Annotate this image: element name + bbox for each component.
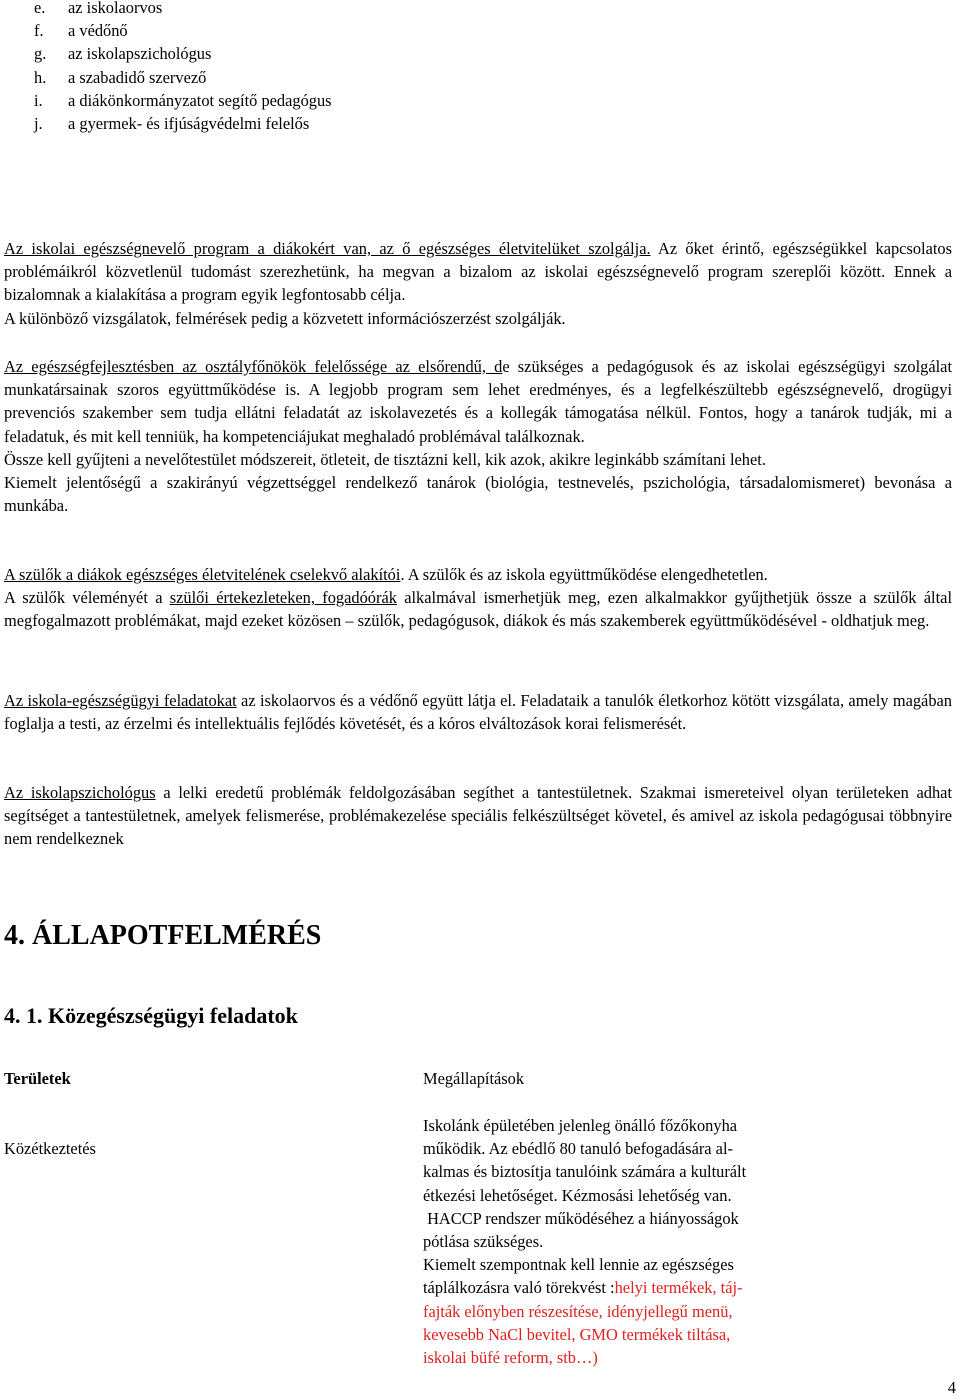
list-marker: e.	[34, 0, 46, 17]
findings-text: táplálkozásra való törekvést :	[423, 1278, 615, 1298]
subsection-heading: 4. 1. Közegészségügyi feladatok	[4, 1003, 298, 1028]
list-item-text: az iskolaorvos	[68, 0, 163, 17]
underlined-phrase: Az egészségfejlesztésben az osztályfőnökök felelőssége az elsőrendű, d	[4, 357, 503, 376]
findings-line: Kiemelt szempontnak kell lennie az egészséges	[423, 1255, 734, 1275]
paragraph-text: . A szülők és az iskola együttműködése elengedhetetlen.	[400, 565, 768, 584]
list-marker: f.	[34, 21, 44, 41]
list-item-text: a védőnő	[68, 21, 128, 41]
paragraph-text: Az őket érintő, egészségükkel kapcsolatos problémáikról közvetlenül tudomást szerezhetünk, ha megvan a bizalom az iskolai egészségnevelő program szereplői között. Ennek a bizalomnak a kialakítása a program egyik legfontosabb célja.	[4, 239, 952, 305]
table-row-label: Közétkeztetés	[4, 1139, 96, 1158]
list-item-text: az iskolapszichológus	[68, 44, 212, 64]
findings-line: Iskolánk épületében jelenleg önálló főzőkonyha	[423, 1116, 738, 1135]
highlighted-line: iskolai büfé reform, stb…)	[423, 1347, 598, 1367]
paragraph-health-program	[4, 237, 952, 330]
paragraph-health-development	[4, 355, 952, 517]
paragraph-text: a lelki eredetű problémák feldolgozásában segíthet a tantestületnek. Szakmai ismereteivel olyan területeken adhat segítséget a tantestületnek, amelyek felismerése, problémakezelése speciális felkészültséget követel, és amivel az iskola pedagógusai többnyire nem rendelkeznek	[4, 783, 952, 849]
paragraph-parents	[4, 563, 952, 633]
paragraph-psychologist	[4, 781, 952, 851]
paragraph-text: A szülők véleményét a	[4, 588, 170, 608]
list-item-text: a diákönkormányzatot segítő pedagógus	[68, 90, 332, 110]
underlined-phrase: szülői értekezleteken, fogadóórák	[169, 588, 397, 608]
paragraph-text: Kiemelt jelentőségű a szakirányú végzettséggel rendelkező tanárok (biológia, testnevelés, pszichológia, társadalomismeret) bevonása a munkába.	[4, 473, 952, 516]
list-marker: g.	[34, 44, 47, 64]
table-header-findings: Megállapítások	[423, 1069, 525, 1088]
findings-line-mixed	[423, 1276, 828, 1299]
highlighted-line: fajták előnyben részesítése, idényjellegű menü,	[423, 1301, 733, 1321]
section-heading: 4. ÁLLAPOTFELMÉRÉS	[4, 920, 322, 951]
findings-line: kalmas és biztosítja tanulóink számára a kulturált	[423, 1162, 747, 1182]
paragraph-text: alkalmával ismerhetjük meg, ezen alkalmakkor gyűjthetjük össze a szülők által megfogalmazott problémákat, majd ezeket közösen – szülők, pedagógusok, diákok és más szakemberek együttműködésével - oldhatjuk meg.	[4, 588, 952, 631]
list-marker: h.	[34, 67, 47, 87]
list-item-text: a gyermek- és ifjúságvédelmi felelős	[68, 113, 310, 133]
highlighted-text: helyi termékek, táj-	[614, 1278, 743, 1298]
paragraph-text: A különböző vizsgálatok, felmérések pedig a közvetett információszerzést szolgálják.	[4, 308, 566, 328]
findings-line: étkezési lehetőséget. Kézmosási lehetőség van.	[423, 1185, 732, 1205]
list-item-text: a szabadidő szervező	[68, 67, 207, 87]
paragraph-text: az iskolaorvos és a védőnő együtt látja el. Feladataik a tanulók életkorhoz kötött vizsgálata, amely magában foglalja a testi, az érzelmi és intellektuális fejlődés követését, és a kóros elváltozások korai felismerését.	[4, 691, 952, 734]
page-number: 4	[947, 1378, 956, 1397]
findings-line: működik. Az ebédlő 80 tanuló befogadására al-	[423, 1139, 733, 1159]
underlined-phrase: Az iskola-egészségügyi feladatokat	[4, 691, 237, 710]
highlighted-line: kevesebb NaCl bevitel, GMO termékek tiltása,	[423, 1324, 731, 1344]
findings-line: HACCP rendszer működéséhez a hiányosságok	[423, 1208, 739, 1228]
findings-line: pótlása szükséges.	[423, 1231, 544, 1251]
underlined-phrase: A szülők a diákok egészséges életvitelének cselekvő alakítói	[4, 565, 401, 584]
paragraph-school-health	[4, 689, 952, 735]
list-marker: i.	[34, 90, 43, 110]
paragraph-text: e szükséges a pedagógusok és az iskolai egészségügyi szolgálat munkatársainak szoros együttműködése is. A legjobb program sem lehet eredményes, és a legfelkészültebb egészségnevelő, drogügyi prevenciós szakember sem tudja ellátni feladatát az iskolavezetés és a kollegák támogatása nélkül. Fontos, hogy a tanárok tudják, mi a feladatuk, és mit kell tenniük, ha kompetenciájukat meghaladó problémával találkoznak.	[4, 357, 952, 446]
table-row-findings	[423, 1114, 828, 1369]
underlined-phrase: Az iskolapszichológus	[4, 783, 156, 802]
table-header-areas: Területek	[4, 1069, 71, 1088]
underlined-phrase: Az iskolai egészségnevelő program a diákokért van, az ő egészséges életvitelüket szolgálja.	[4, 239, 651, 258]
paragraph-text: Össze kell gyűjteni a nevelőtestület módszereit, ötleteit, de tisztázni kell, kik azok, akikre leginkább számítani lehet.	[4, 449, 766, 469]
list-marker: j.	[34, 113, 43, 133]
